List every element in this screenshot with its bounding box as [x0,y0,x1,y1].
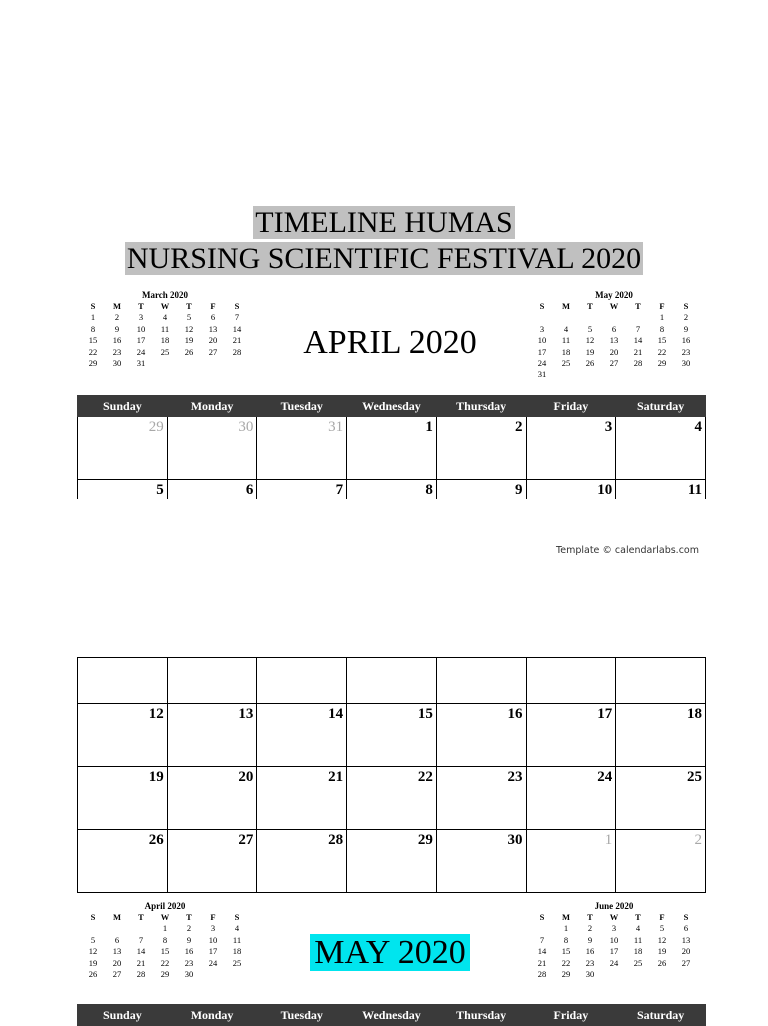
mini-day: 20 [208,335,218,346]
day-cell[interactable]: 12 [78,704,168,767]
mini-day: 7 [138,934,144,945]
mini-day: 16 [184,946,194,957]
day-cell[interactable]: 2 [616,830,706,893]
mini-day [129,923,153,934]
mini-day: 8 [659,323,665,334]
mini-day: 12 [184,323,194,334]
weekday-header-friday: Friday [526,396,616,417]
mini-day: 3 [138,312,144,323]
mini-weekday-label: T [635,912,641,922]
mini-day [578,369,602,380]
mini-day [177,358,201,369]
mini-day [81,923,105,934]
mini-day: 28 [136,969,146,980]
month-title-text: APRIL 2020 [303,324,477,361]
mini-day: 3 [210,923,216,934]
weekday-header-friday: Friday [526,1005,616,1026]
mini-weekday-label: M [561,912,571,922]
mini-weekday-label: S [683,301,689,311]
mini-calendar-title: March 2020 [141,290,189,300]
day-cell[interactable] [78,658,168,704]
mini-weekday-label: S [90,301,96,311]
mini-weekday-label: F [659,912,665,922]
day-cell[interactable]: 22 [347,767,437,830]
day-cell[interactable] [436,658,526,704]
mini-day: 22 [88,346,98,357]
mini-day: 23 [585,957,595,968]
mini-weekday-label: S [539,301,545,311]
day-cell[interactable]: 18 [616,704,706,767]
mini-day: 28 [633,358,643,369]
mini-day: 17 [609,946,619,957]
mini-day: 25 [232,957,242,968]
mini-day [602,369,626,380]
mini-day: 12 [657,934,667,945]
day-cell[interactable]: 29 [78,417,168,480]
mini-day: 1 [659,312,665,323]
day-cell[interactable] [526,658,616,704]
mini-day [105,923,129,934]
mini-day [153,358,177,369]
day-cell[interactable]: 17 [526,704,616,767]
weekday-header-saturday: Saturday [616,1005,706,1026]
mini-weekday-label: W [160,301,170,311]
mini-day: 5 [659,923,665,934]
mini-day [530,923,554,934]
mini-day [554,369,578,380]
weekday-header-thursday: Thursday [436,396,526,417]
day-cell[interactable]: 7 [257,480,347,500]
mini-day: 14 [232,323,242,334]
day-cell[interactable]: 26 [78,830,168,893]
mini-day: 17 [537,346,547,357]
day-cell[interactable]: 13 [167,704,257,767]
mini-calendar-title: June 2020 [594,901,634,911]
day-cell[interactable]: 9 [436,480,526,500]
mini-day: 26 [585,358,595,369]
mini-day: 12 [88,946,98,957]
weekday-header-sunday: Sunday [78,1005,168,1026]
mini-day: 21 [537,957,547,968]
month-title-text: MAY 2020 [310,934,469,971]
mini-day: 1 [90,312,96,323]
mini-day: 5 [90,934,96,945]
template-credit: Template © calendarlabs.com [556,545,699,556]
day-cell[interactable]: 28 [257,830,347,893]
weekday-header-wednesday: Wednesday [347,1005,437,1026]
mini-day: 19 [88,957,98,968]
mini-day: 22 [561,957,571,968]
mini-day: 30 [585,969,595,980]
mini-day [578,312,602,323]
mini-day: 2 [186,923,192,934]
mini-day: 18 [633,946,643,957]
mini-day: 2 [683,312,689,323]
day-cell[interactable]: 20 [167,767,257,830]
mini-day: 6 [683,923,689,934]
weekday-header-saturday: Saturday [616,396,706,417]
day-cell[interactable]: 30 [167,417,257,480]
mini-day: 29 [561,969,571,980]
day-cell[interactable]: 5 [78,480,168,500]
mini-day [650,969,674,980]
mini-day: 4 [563,323,569,334]
mini-calendar-june [530,901,698,980]
page-title-line-2 [0,242,768,276]
mini-weekday-label: W [609,912,619,922]
mini-day: 16 [112,335,122,346]
page-title-line-1 [0,206,768,240]
mini-day: 21 [232,335,242,346]
mini-day [626,369,650,380]
mini-day: 2 [587,923,593,934]
mini-day: 27 [609,358,619,369]
mini-day: 11 [633,934,643,945]
mini-day: 8 [162,934,168,945]
weekday-header-wednesday: Wednesday [347,396,437,417]
mini-day: 18 [561,346,571,357]
mini-day: 31 [537,369,547,380]
mini-weekday-label: T [186,301,192,311]
day-cell[interactable]: 6 [167,480,257,500]
mini-day: 25 [561,358,571,369]
mini-day: 13 [609,335,619,346]
mini-day: 29 [88,358,98,369]
mini-day: 25 [160,346,170,357]
day-cell[interactable]: 24 [526,767,616,830]
mini-day: 30 [184,969,194,980]
mini-day: 26 [88,969,98,980]
mini-day: 24 [208,957,218,968]
mini-day: 15 [88,335,98,346]
mini-day [650,369,674,380]
mini-day: 18 [232,946,242,957]
mini-day: 14 [633,335,643,346]
mini-weekday-label: W [160,912,170,922]
mini-weekday-label: M [561,301,571,311]
mini-day: 1 [563,923,569,934]
day-cell[interactable]: 10 [526,480,616,500]
mini-day: 22 [657,346,667,357]
mini-day: 17 [136,335,146,346]
mini-day: 27 [681,957,691,968]
mini-day: 31 [136,358,146,369]
mini-weekday-label: M [112,301,122,311]
mini-day [674,369,698,380]
mini-weekday-label: M [112,912,122,922]
weekday-header-tuesday: Tuesday [257,396,347,417]
mini-day: 15 [160,946,170,957]
mini-calendar-title: April 2020 [144,901,186,911]
mini-day: 21 [633,346,643,357]
mini-day: 6 [210,312,216,323]
mini-weekday-label: T [138,912,144,922]
mini-day: 6 [611,323,617,334]
weekday-header-tuesday: Tuesday [257,1005,347,1026]
mini-day: 4 [162,312,168,323]
mini-weekday-label: S [539,912,545,922]
day-cell[interactable]: 8 [347,480,437,500]
mini-day: 29 [160,969,170,980]
day-cell[interactable]: 14 [257,704,347,767]
mini-day: 23 [681,346,691,357]
day-cell[interactable]: 31 [257,417,347,480]
day-cell[interactable]: 16 [436,704,526,767]
mini-day: 9 [587,934,593,945]
mini-day: 10 [609,934,619,945]
mini-day: 23 [112,346,122,357]
day-cell[interactable]: 11 [616,480,706,500]
mini-day: 19 [184,335,194,346]
mini-day: 20 [112,957,122,968]
mini-day: 19 [657,946,667,957]
mini-day: 14 [136,946,146,957]
mini-weekday-label: T [186,912,192,922]
mini-day: 20 [681,946,691,957]
day-cell[interactable]: 4 [616,417,706,480]
mini-day: 3 [539,323,545,334]
mini-day: 9 [186,934,192,945]
mini-day: 24 [136,346,146,357]
april-calendar-bottom [77,657,706,893]
mini-day: 9 [114,323,120,334]
mini-day: 10 [136,323,146,334]
mini-day: 30 [681,358,691,369]
mini-day: 8 [563,934,569,945]
mini-day [554,312,578,323]
mini-weekday-label: F [210,301,216,311]
weekday-header-monday: Monday [167,396,257,417]
mini-weekday-label: T [138,301,144,311]
title-line-2-text: NURSING SCIENTIFIC FESTIVAL 2020 [126,242,642,275]
mini-weekday-label: T [635,301,641,311]
day-cell[interactable]: 23 [436,767,526,830]
mini-day: 13 [208,323,218,334]
mini-day: 29 [657,358,667,369]
mini-day: 13 [681,934,691,945]
weekday-header-thursday: Thursday [436,1005,526,1026]
mini-calendar-title: May 2020 [595,290,633,300]
mini-day [530,312,554,323]
mini-day: 28 [232,346,242,357]
day-cell[interactable]: 3 [526,417,616,480]
mini-day: 24 [537,358,547,369]
mini-day: 30 [112,358,122,369]
mini-day: 5 [587,323,593,334]
day-cell[interactable] [616,658,706,704]
title-line-1-text: TIMELINE HUMAS [255,206,513,239]
month-title-april [260,323,520,363]
mini-day: 7 [539,934,545,945]
day-cell[interactable]: 2 [436,417,526,480]
mini-day: 26 [657,957,667,968]
mini-day [674,969,698,980]
mini-calendar-march [81,290,249,369]
mini-day [602,312,626,323]
month-title-may [260,933,520,973]
mini-day: 19 [585,346,595,357]
mini-weekday-label: W [609,301,619,311]
mini-weekday-label: S [234,301,240,311]
mini-day: 25 [633,957,643,968]
mini-day: 11 [160,323,170,334]
day-cell[interactable]: 30 [436,830,526,893]
mini-day [201,358,225,369]
mini-day: 15 [657,335,667,346]
mini-day: 14 [537,946,547,957]
mini-weekday-label: F [210,912,216,922]
mini-weekday-label: T [587,301,593,311]
mini-day: 4 [234,923,240,934]
mini-weekday-label: S [90,912,96,922]
mini-day: 10 [208,934,218,945]
day-cell[interactable]: 29 [347,830,437,893]
mini-weekday-label: S [683,912,689,922]
mini-weekday-label: T [587,912,593,922]
weekday-header-sunday: Sunday [78,396,168,417]
mini-day [225,358,249,369]
day-cell[interactable] [257,658,347,704]
mini-day: 2 [114,312,120,323]
mini-day: 26 [184,346,194,357]
mini-day: 11 [232,934,242,945]
day-cell[interactable]: 25 [616,767,706,830]
mini-day: 27 [112,969,122,980]
mini-day: 17 [208,946,218,957]
day-cell[interactable]: 1 [526,830,616,893]
mini-day: 5 [186,312,192,323]
mini-day [225,969,249,980]
mini-day: 22 [160,957,170,968]
weekday-header-monday: Monday [167,1005,257,1026]
day-cell[interactable]: 15 [347,704,437,767]
mini-weekday-label: S [234,912,240,922]
mini-day: 9 [683,323,689,334]
day-cell[interactable] [167,658,257,704]
mini-calendar-may [530,290,698,381]
day-cell[interactable]: 27 [167,830,257,893]
mini-day: 18 [160,335,170,346]
mini-day: 16 [681,335,691,346]
day-cell[interactable]: 21 [257,767,347,830]
april-calendar-top [77,395,706,499]
mini-day: 7 [234,312,240,323]
mini-day: 21 [136,957,146,968]
mini-day: 16 [585,946,595,957]
mini-day: 1 [162,923,168,934]
mini-day: 11 [561,335,571,346]
day-cell[interactable]: 19 [78,767,168,830]
mini-day: 7 [635,323,641,334]
mini-day [626,312,650,323]
mini-calendar-april [81,901,249,980]
mini-day: 3 [611,923,617,934]
day-cell[interactable] [347,658,437,704]
mini-weekday-label: F [659,301,665,311]
mini-day: 4 [635,923,641,934]
mini-day [626,969,650,980]
mini-day [602,969,626,980]
mini-day: 27 [208,346,218,357]
mini-day: 28 [537,969,547,980]
mini-day: 6 [114,934,120,945]
mini-day: 10 [537,335,547,346]
mini-day: 15 [561,946,571,957]
day-cell[interactable]: 1 [347,417,437,480]
mini-day: 23 [184,957,194,968]
mini-day: 13 [112,946,122,957]
mini-day: 12 [585,335,595,346]
may-calendar-header [77,1004,706,1026]
mini-day: 24 [609,957,619,968]
mini-day [201,969,225,980]
mini-day: 20 [609,346,619,357]
mini-day: 8 [90,323,96,334]
